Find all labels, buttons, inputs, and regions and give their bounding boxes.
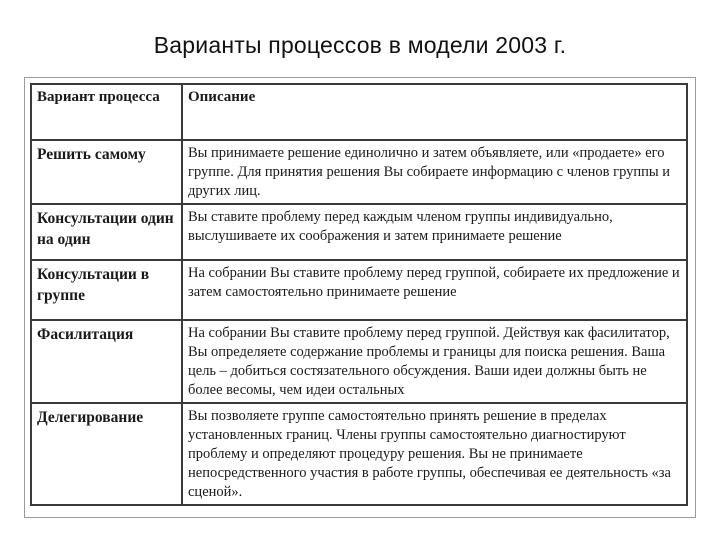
row-description: Вы принимаете решение единолично и затем объявляете, или «продаете» его группе. Для принятия решения Вы собираете информацию с членов группы и других лиц.	[182, 140, 687, 204]
row-variant-name: Консультации один на один	[31, 204, 182, 260]
row-variant-name: Делегирование	[31, 403, 182, 505]
table-row	[31, 204, 687, 260]
row-description: Вы ставите проблему перед каждым членом группы индивидуально, выслушиваете их соображения и затем принимаете решение	[182, 204, 687, 260]
row-variant-name: Консультации в группе	[31, 260, 182, 320]
row-description: Вы позволяете группе самостоятельно принять решение в пределах установленных границ. Члены группы самостоятельно диагностируют проблему и определяют процедуру решения. Вы не принимаете непосредственного участия в работе группы, обеспечивая ее деятельность «за сценой».	[182, 403, 687, 505]
scanned-table-frame	[24, 77, 696, 518]
row-variant-name: Решить самому	[31, 140, 182, 204]
row-description: На собрании Вы ставите проблему перед группой, собираете их предложение и затем самостоятельно принимаете решение	[182, 260, 687, 320]
table-row	[31, 403, 687, 505]
table-header-row	[31, 84, 687, 140]
slide-title: Варианты процессов в модели 2003 г.	[153, 32, 567, 58]
row-variant-name: Фасилитация	[31, 320, 182, 403]
table-row	[31, 320, 687, 403]
header-variant: Вариант процесса	[31, 84, 182, 140]
header-description: Описание	[182, 84, 687, 140]
table-row	[31, 140, 687, 204]
process-variants-table	[30, 83, 688, 506]
row-description: На собрании Вы ставите проблему перед группой. Действуя как фасилитатор, Вы определяете содержание проблемы и границы для поиска решения. Ваша цель – добиться состязательного обсуждения. Ваши идеи должны быть не более весомы, чем идеи остальных	[182, 320, 687, 403]
table-row	[31, 260, 687, 320]
